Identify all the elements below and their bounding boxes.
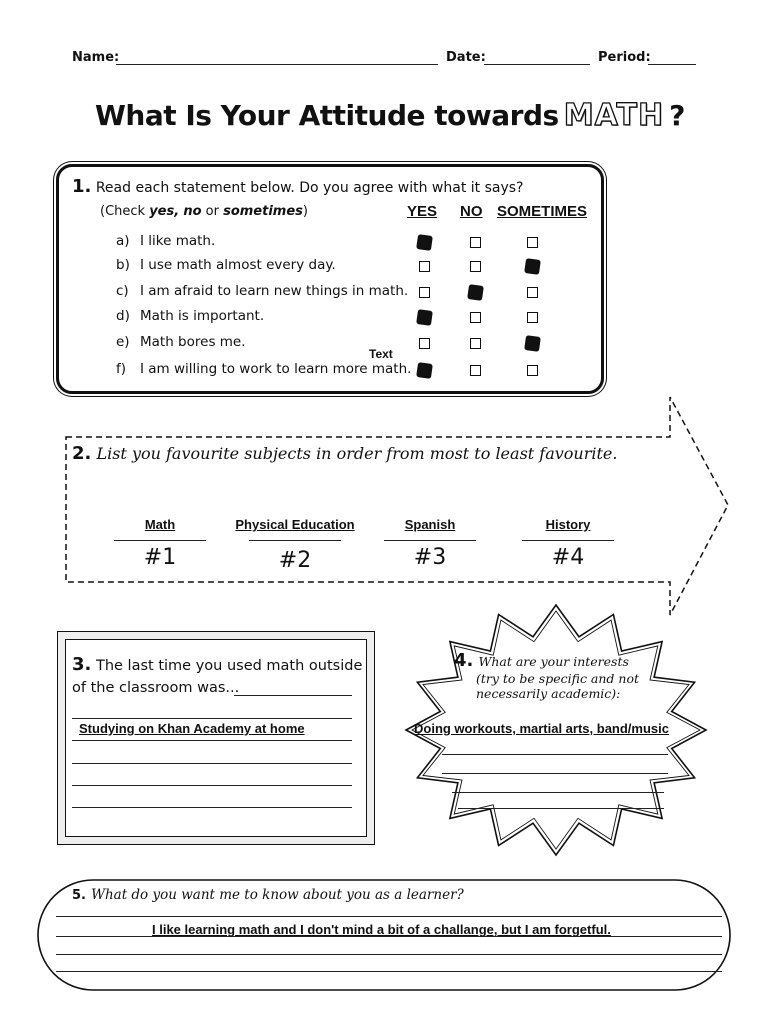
question-5-answer[interactable]: I like learning math and I don't mind a bit of a challange, but I am forgetful. [152,922,611,937]
question-2-number: 2. [72,443,92,464]
column-no: NO [460,203,483,220]
question-2-prompt [72,443,617,464]
column-yes: YES [407,203,438,220]
subject-name[interactable]: History [545,517,591,532]
question-4-prompt [454,650,629,671]
subject-blank [249,540,341,541]
statement-letter: d) [116,308,130,324]
statement-text: I am afraid to learn new things in math. [140,283,409,299]
question-5-number: 5. [72,888,86,903]
column-sometimes: SOMETIMES [497,203,588,220]
statement-letter: b) [116,257,130,273]
statement-text: Math is important. [140,308,265,324]
question-2-text: List you favourite subjects in order from most to least favourite. [96,444,618,463]
statement-text: I like math. [140,233,216,249]
instruction-or: or [205,204,219,219]
q3-blank-0 [234,695,352,696]
question-5-text: What do you want me to know about you as a learner? [91,887,464,903]
statement-letter: f) [116,361,127,377]
q5-blank-3 [56,954,722,955]
q5-blank-1 [56,916,722,917]
subject-blank [522,540,614,541]
question-3-prompt [72,654,362,675]
statement-text: I am willing to work to learn more math. [140,361,412,377]
question-3-answer[interactable]: Studying on Khan Academy at home [79,721,305,736]
period-label: Period: [598,50,651,65]
instruction-close: ) [302,204,308,219]
subject-blank [114,540,206,541]
title-math-word: MATH [563,98,665,133]
question-5-prompt [72,884,464,903]
q3-blank-2 [72,740,352,741]
question-3-line1: The last time you used math outside [95,658,363,674]
subject-rank: #2 [278,548,312,573]
question-4-line3: necessarily academic): [476,686,621,701]
title-suffix: ? [669,99,685,132]
name-label: Name: [72,50,120,65]
question-4-number: 4. [454,650,474,671]
statement-letter: e) [116,334,130,350]
q4-blank-3 [452,792,664,793]
subject-rank: #3 [413,545,447,570]
q3-blank-4 [72,785,352,786]
question-4-line2: (try to be specific and not [476,671,640,686]
statement-letter: a) [116,233,130,249]
statement-letter: c) [116,283,129,299]
subject-rank: #1 [143,545,177,570]
instruction-open: (Check [100,204,146,219]
q3-blank-1 [72,718,352,719]
q5-blank-4 [56,971,722,972]
subject-blank [384,540,476,541]
instruction-no: no [183,204,202,219]
q4-blank-1 [442,754,668,755]
instruction-sometimes: sometimes [223,204,303,219]
question-1-number: 1. [72,176,92,197]
question-4-answer[interactable]: Doing workouts, martial arts, band/music [414,721,669,736]
question-3-number: 3. [72,654,92,675]
q3-blank-5 [72,807,352,808]
question-3-line2: of the classroom was... [72,680,240,696]
subject-name[interactable]: Math [144,517,176,532]
statement-text: Math bores me. [140,334,246,350]
question-4-line1: What are your interests [478,654,629,669]
question-1-text: Read each statement below. Do you agree with what it says? [95,180,524,196]
q3-blank-3 [72,763,352,764]
text-annotation: Text [369,347,393,361]
statement-text: I use math almost every day. [140,257,336,273]
title-prefix: What Is Your Attitude towards [95,99,559,132]
subject-rank: #4 [551,545,585,570]
subject-name[interactable]: Physical Education [235,517,355,532]
subject-name[interactable]: Spanish [404,517,456,532]
q4-blank-4 [458,808,664,809]
q4-blank-2 [442,773,668,774]
instruction-yes: yes, [149,204,180,219]
date-label: Date: [446,50,486,65]
